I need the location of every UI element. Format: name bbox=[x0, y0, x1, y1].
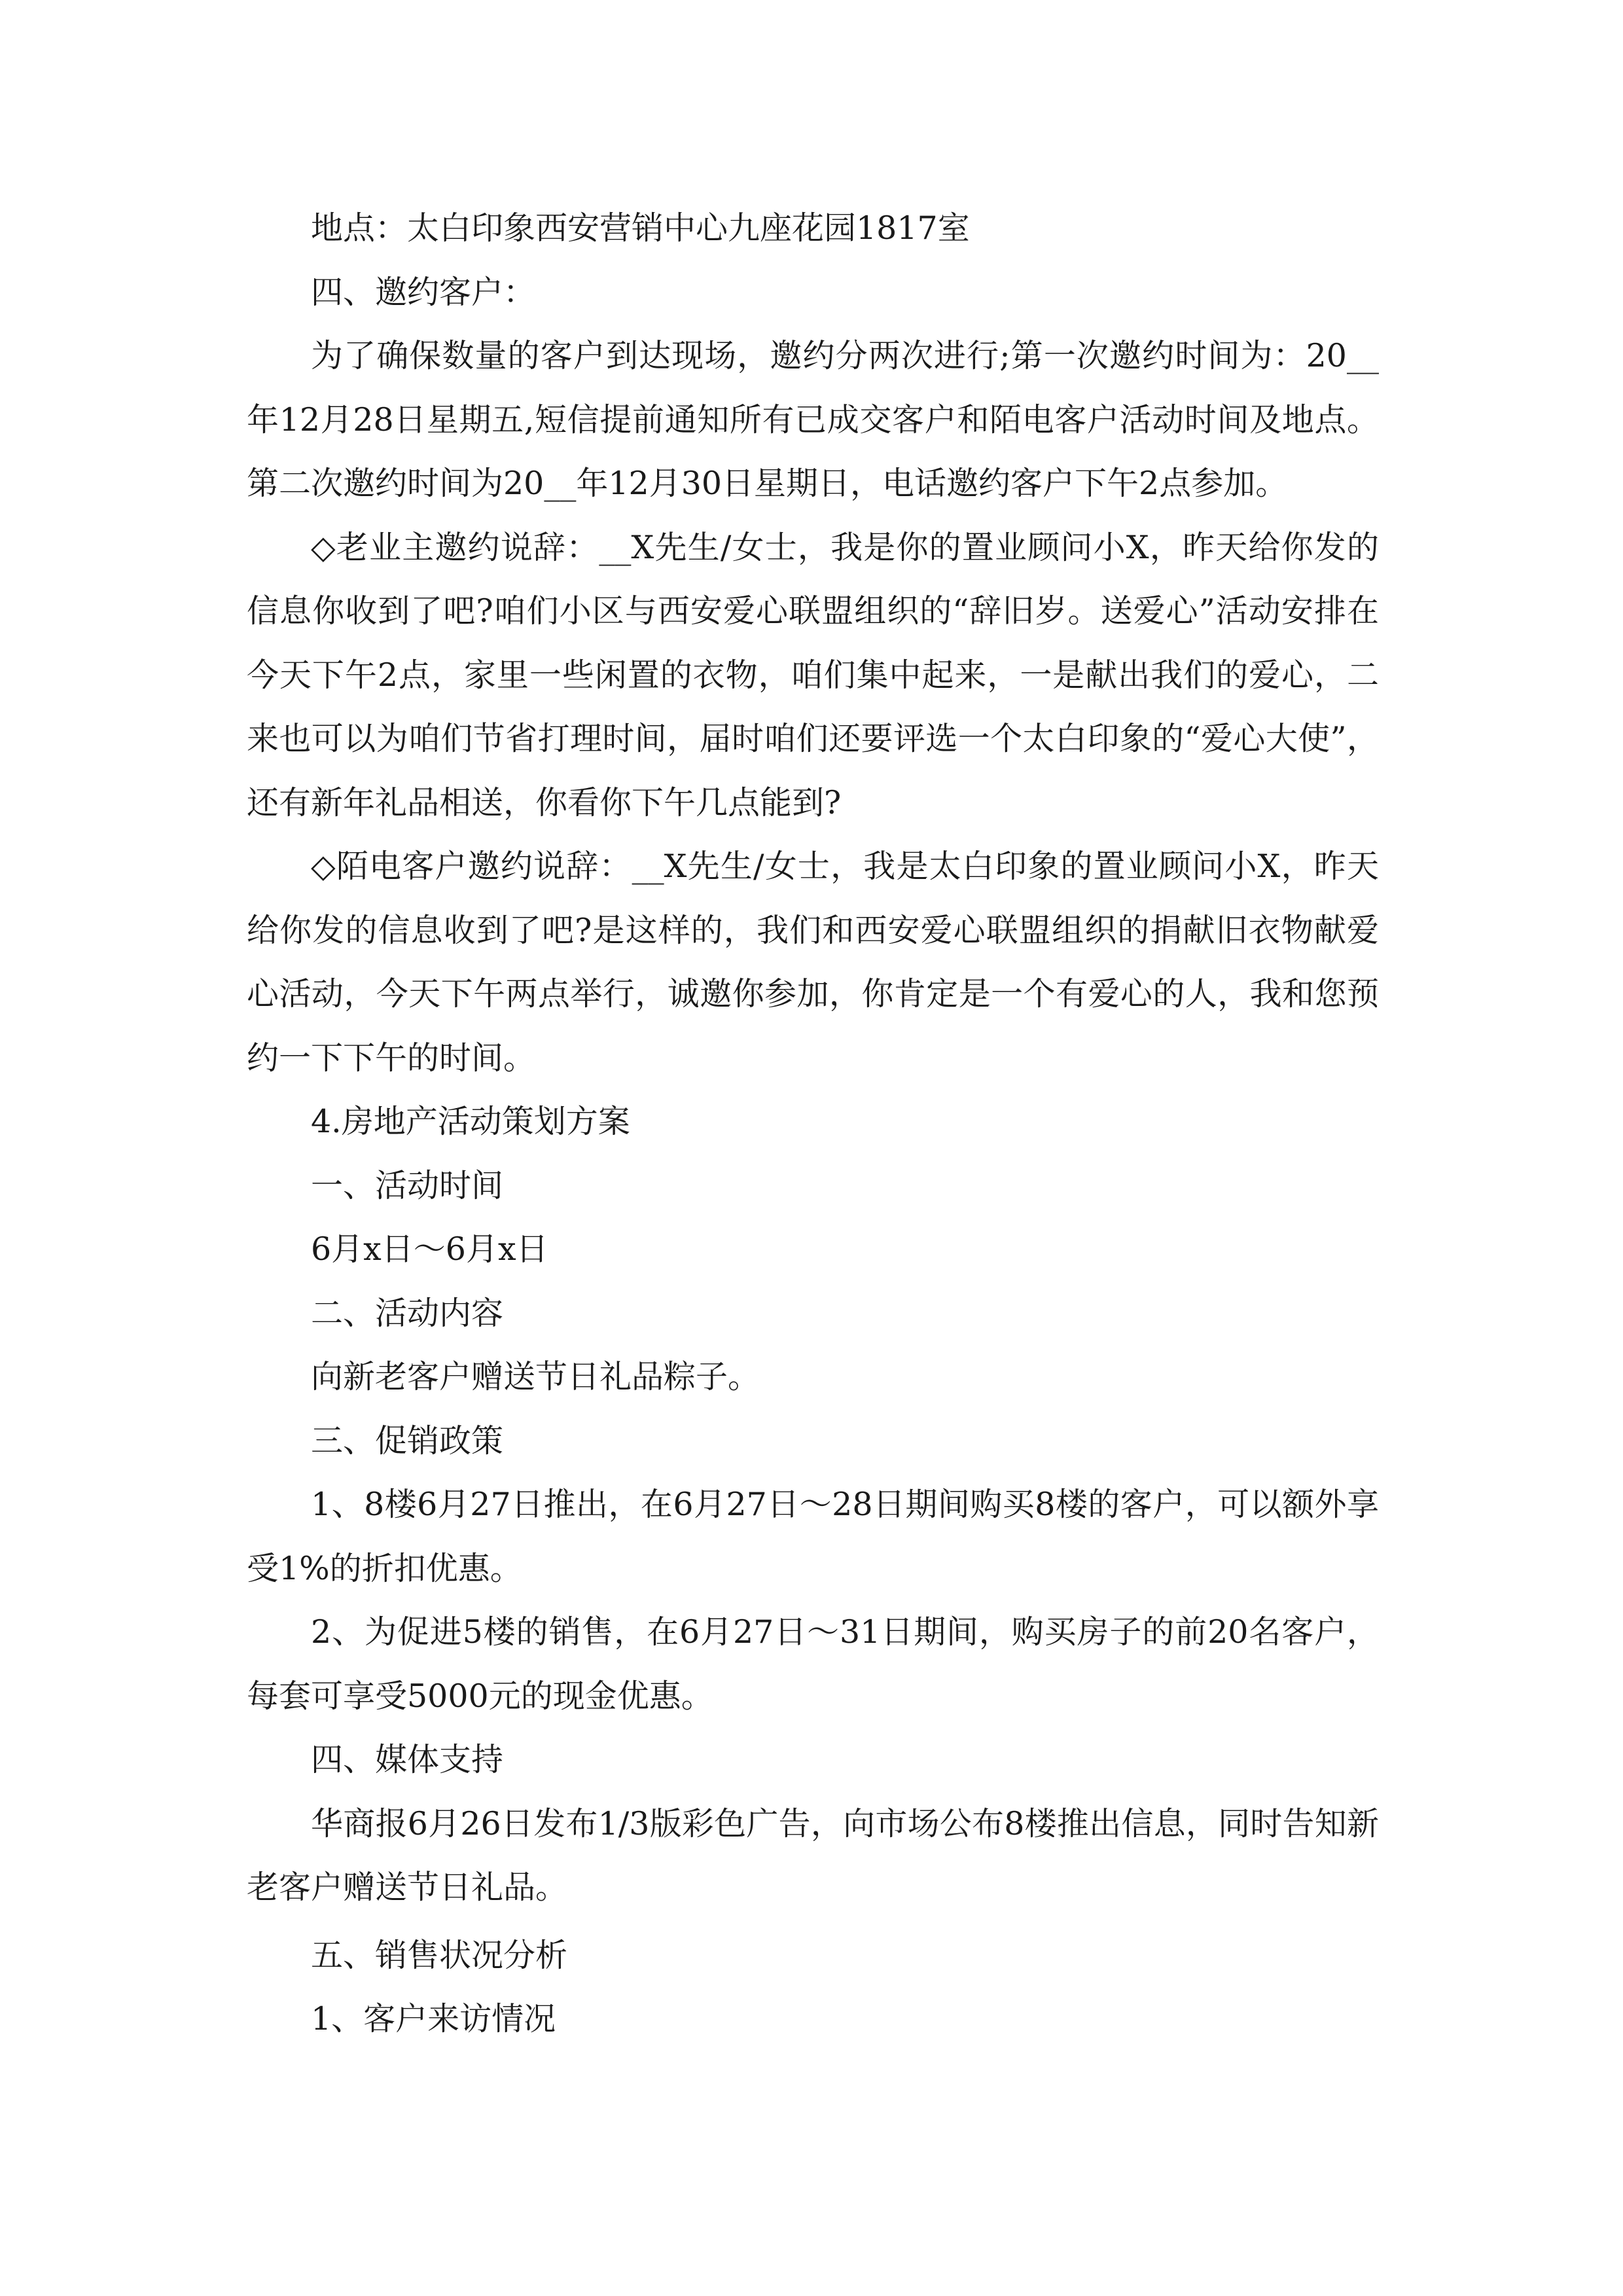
activity-date-range: 6月x日～6月x日 bbox=[311, 1230, 548, 1268]
section-heading-media-support: 四、媒体支持 bbox=[311, 1741, 504, 1778]
section-heading-sales-analysis: 五、销售状况分析 bbox=[311, 1936, 568, 1974]
document-body bbox=[247, 196, 1379, 2051]
old-owner-script-paragraph: ◇老业主邀约说辞：__X先生/女士，我是你的置业顾问小X，昨天给你发的信息你收到了吧?咱们小区与西安爱心联盟组织的“辞旧岁。送爱心”活动安排在今天下午2点，家里一些闲置的衣物，咱们集中起来，一是献出我们的爱心，二来也可以为咱们节省打理时间，届时咱们还要评选一个太白印象的“爱心大使”，还有新年礼品相送，你看你下午几点能到? bbox=[247, 528, 1379, 821]
section-heading-activity-time: 一、活动时间 bbox=[311, 1166, 504, 1204]
section-heading-promotion-policy: 三、促销政策 bbox=[311, 1422, 504, 1460]
section-heading-invite-customers: 四、邀约客户： bbox=[311, 273, 536, 311]
section-heading-activity-content: 二、活动内容 bbox=[311, 1294, 504, 1332]
promotion-item-2: 2、为促进5楼的销售，在6月27日～31日期间，购买房子的前20名客户，每套可享受5000元的现金优惠。 bbox=[247, 1613, 1379, 1715]
cold-call-script-paragraph: ◇陌电客户邀约说辞：__X先生/女士，我是太白印象的置业顾问小X，昨天给你发的信息收到了吧?是这样的，我们和西安爱心联盟组织的捐献旧衣物献爱心活动，今天下午两点举行，诚邀你参加，你肯定是一个有爱心的人，我和您预约一下下午的时间。 bbox=[247, 848, 1379, 1077]
location-line: 地点：太白印象西安营销中心九座花园1817室 bbox=[311, 209, 970, 247]
invite-schedule-paragraph: 为了确保数量的客户到达现场，邀约分两次进行;第一次邀约时间为：20__年12月28日星期五,短信提前通知所有已成交客户和陌电客户活动时间及地点。第二次邀约时间为20__年12月30日星期日，电话邀约客户下午2点参加。 bbox=[247, 337, 1379, 502]
plan-title: 4.房地产活动策划方案 bbox=[311, 1103, 630, 1140]
promotion-item-1: 1、8楼6月27日推出，在6月27日～28日期间购买8楼的客户，可以额外享受1%的折扣优惠。 bbox=[247, 1486, 1379, 1587]
sales-analysis-item-1: 1、客户来访情况 bbox=[311, 2000, 556, 2037]
media-support-text: 华商报6月26日发布1/3版彩色广告，向市场公布8楼推出信息，同时告知新老客户赠送节日礼品。 bbox=[247, 1804, 1379, 1906]
activity-content-text: 向新老客户赠送节日礼品粽子。 bbox=[311, 1358, 760, 1395]
